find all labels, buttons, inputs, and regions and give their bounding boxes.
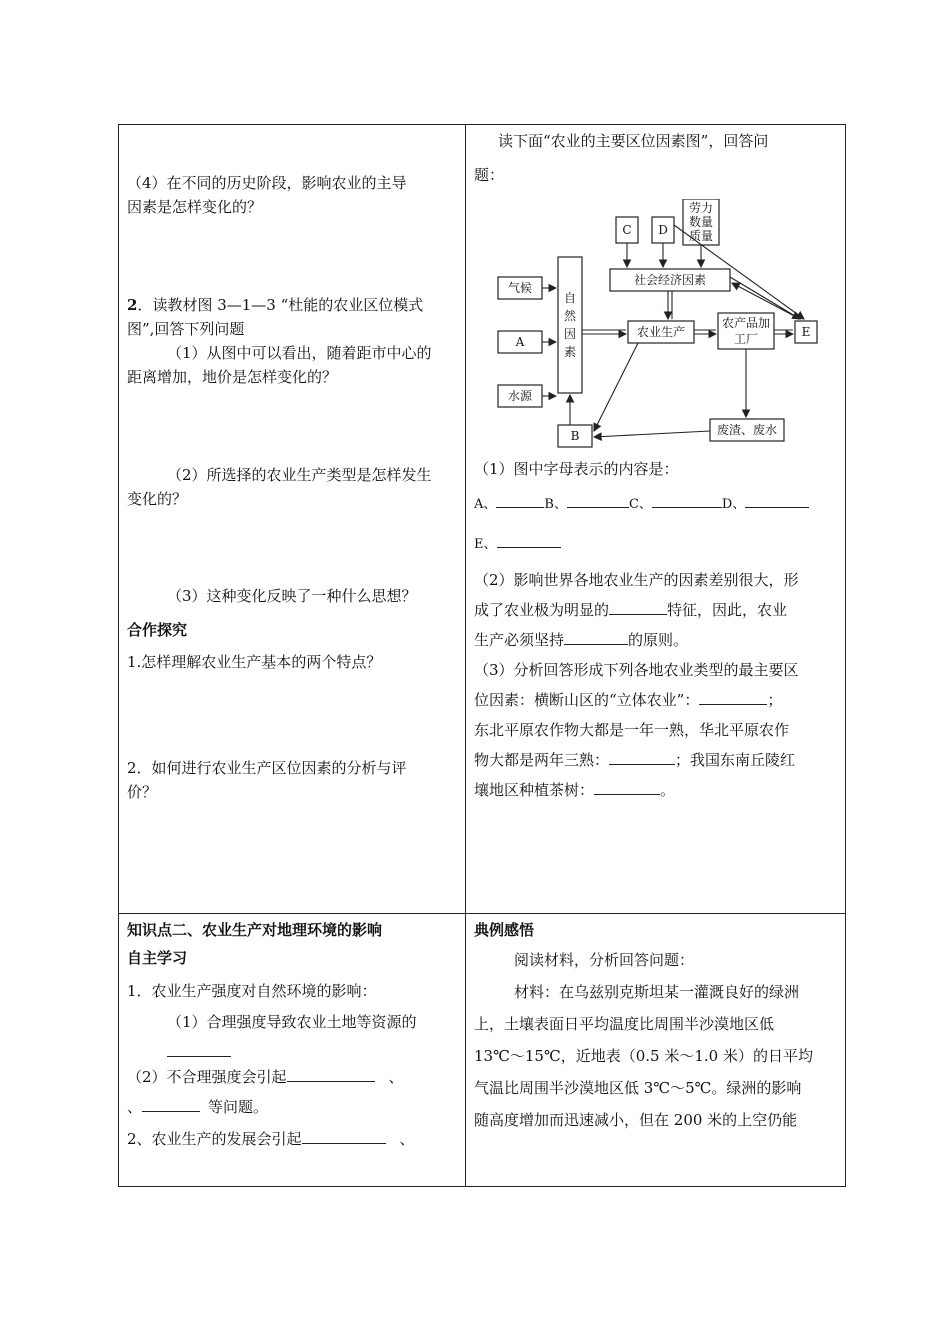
kp2-item2-text: 2、农业生产的发展会引起 (127, 1130, 302, 1148)
q3-text-c: 物大都是两年三熟： (474, 751, 610, 769)
q3-line1: （3）分析回答形成下列各地农业类型的最主要区 (474, 661, 799, 679)
labor-label (684, 201, 718, 243)
example-title: 典例感悟 (474, 921, 535, 939)
left-top-cell (119, 125, 466, 914)
diagram-intro-line1: 读下面“农业的主要区位因素图”，回答问 (498, 132, 769, 150)
blank-problem1[interactable] (287, 1065, 375, 1082)
e-label: E (801, 325, 811, 339)
blank-b[interactable] (567, 491, 629, 508)
kp2-sep1: 、 (388, 1068, 404, 1086)
kp2-item1: 1．农业生产强度对自然环境的影响： (127, 982, 377, 1000)
kp2-item2 (127, 1122, 457, 1156)
blank-d[interactable] (745, 491, 809, 508)
kp2-sep2: 、 (127, 1098, 143, 1116)
quality-text: 质量 (688, 229, 713, 243)
c-label: C (622, 223, 632, 237)
material-line5: 随高度增加而迅速减小，但在 200 米的上空仍能 (474, 1111, 798, 1129)
letter-b: B、 (544, 497, 567, 512)
q3-text-d: ；我国东南丘陵红 (675, 751, 796, 769)
q1-line: （1）图中字母表示的内容是： (474, 460, 679, 478)
q4-line2: 因素是怎样变化的？ (127, 198, 263, 216)
q2-line3 (474, 625, 837, 655)
item2-text1: ．读教材图 3—1—3 “杜能的农业区位模式 (137, 296, 424, 314)
item2-q3: （3）这种变化反映了一种什么思想？ (167, 587, 417, 605)
material-line2: 上，土壤表面日平均温度比周围半沙漠地区低 (474, 1015, 775, 1033)
quantity-text: 数量 (688, 215, 713, 229)
hezuo-q2-line2: 价？ (127, 783, 158, 801)
right-top-cell (466, 125, 846, 914)
q3-text-e: 壤地区种植茶树： (474, 781, 595, 799)
item2-q2-line2: 变化的？ (127, 490, 188, 508)
blank-q3-hengduan[interactable] (699, 688, 767, 705)
q3-line5 (474, 775, 837, 805)
blank-e[interactable] (497, 531, 561, 548)
q3-text-b: ； (767, 691, 783, 709)
example-intro: 阅读材料，分析回答问题： (514, 951, 695, 969)
q3-line2 (474, 685, 837, 715)
kp2-item1-1: （1）合理强度导致农业土地等资源的 (167, 1013, 417, 1031)
letters-line2 (474, 531, 837, 557)
waste-label: 废渣、废水 (716, 423, 777, 437)
social-label: 社会经济因素 (633, 273, 706, 287)
climate-label: 气候 (507, 281, 532, 295)
q2-text-b: 特征，因此，农业 (667, 601, 788, 619)
kp2-item1-1-blank-line (127, 1040, 457, 1062)
blank-q3-plain[interactable] (609, 748, 675, 765)
blank-c[interactable] (652, 491, 722, 508)
q4-line1: （4）在不同的历史阶段，影响农业的主导 (127, 174, 407, 192)
q3-line3: 东北平原农作物大都是一年一熟，华北平原农作 (474, 721, 790, 739)
q3-line4 (474, 745, 837, 775)
labor-text: 劳力 (688, 201, 713, 215)
blank-q2-feature[interactable] (609, 598, 667, 615)
kp2-item1-2-text: （2）不合理强度会引起 (127, 1068, 287, 1086)
agri-location-diagram (488, 199, 818, 449)
blank-q2-principle[interactable] (564, 628, 628, 645)
diagram-intro-line2: 题： (474, 166, 505, 184)
left-bottom-cell (119, 914, 466, 1187)
b-label: B (570, 429, 580, 443)
q2-line2 (474, 595, 837, 625)
q2-text-d: 的原则。 (628, 631, 689, 649)
hezuo-q1: 1.怎样理解农业生产基本的两个特点？ (127, 653, 382, 671)
q2-text-c: 生产必须坚持 (474, 631, 565, 649)
q2-text-a: 成了农业极为明显的 (474, 601, 610, 619)
blank-resource[interactable] (167, 1040, 231, 1057)
letters-line1 (474, 491, 837, 517)
natural-label: 自然因素 (563, 291, 576, 359)
kp2-issues: 等问题。 (208, 1098, 269, 1116)
item2-line2: 图”,回答下列问题 (127, 320, 245, 338)
hezuo-q2-line1: 2．如何进行农业生产区位因素的分析与评 (127, 759, 407, 777)
water-label: 水源 (507, 389, 532, 403)
d-label: D (658, 223, 668, 237)
blank-development[interactable] (302, 1127, 386, 1144)
letter-a: A、 (474, 497, 497, 512)
kp2-item1-2 (127, 1062, 457, 1092)
item2-q1-line2: 距离增加，地价是怎样变化的？ (127, 368, 338, 386)
letter-c: C、 (628, 497, 652, 512)
q3-text-a: 位因素：横断山区的“立体农业”： (474, 691, 700, 709)
material-line3: 13℃～15℃，近地表（0.5 米～1.0 米）的日平均 (474, 1047, 813, 1065)
blank-problem2[interactable] (142, 1095, 200, 1112)
right-bottom-cell (466, 914, 846, 1187)
kp2-subtitle: 自主学习 (127, 949, 188, 967)
q3-text-f: 。 (660, 781, 676, 799)
material-line4: 气温比周围半沙漠地区低 3℃～5℃。绿洲的影响 (474, 1079, 802, 1097)
material-line1: 材料：在乌兹别克斯坦某一灌溉良好的绿洲 (514, 983, 800, 1001)
kp2-item1-2-cont (127, 1092, 457, 1122)
letter-d: D、 (721, 497, 746, 512)
item2-line1 (127, 293, 457, 317)
item2-q1-line1: （1）从图中可以看出，随着距市中心的 (167, 344, 432, 362)
kp2-title: 知识点二、农业生产对地理环境的影响 (127, 921, 383, 939)
item2-number: 2 (127, 296, 138, 314)
kp2-sep3: 、 (399, 1130, 415, 1148)
letter-e: E、 (474, 537, 497, 552)
worksheet-table (118, 124, 846, 1187)
blank-a[interactable] (496, 491, 544, 508)
item2-q2-line1: （2）所选择的农业生产类型是怎样发生 (167, 466, 432, 484)
processing-label: 农产品加工厂 (721, 316, 770, 346)
a-label: A (515, 335, 525, 349)
hezuo-title: 合作探究 (127, 621, 188, 639)
q2-line1: （2）影响世界各地农业生产的因素差别很大，形 (474, 571, 799, 589)
blank-q3-tea[interactable] (594, 778, 660, 795)
agri-label: 农业生产 (636, 325, 685, 339)
